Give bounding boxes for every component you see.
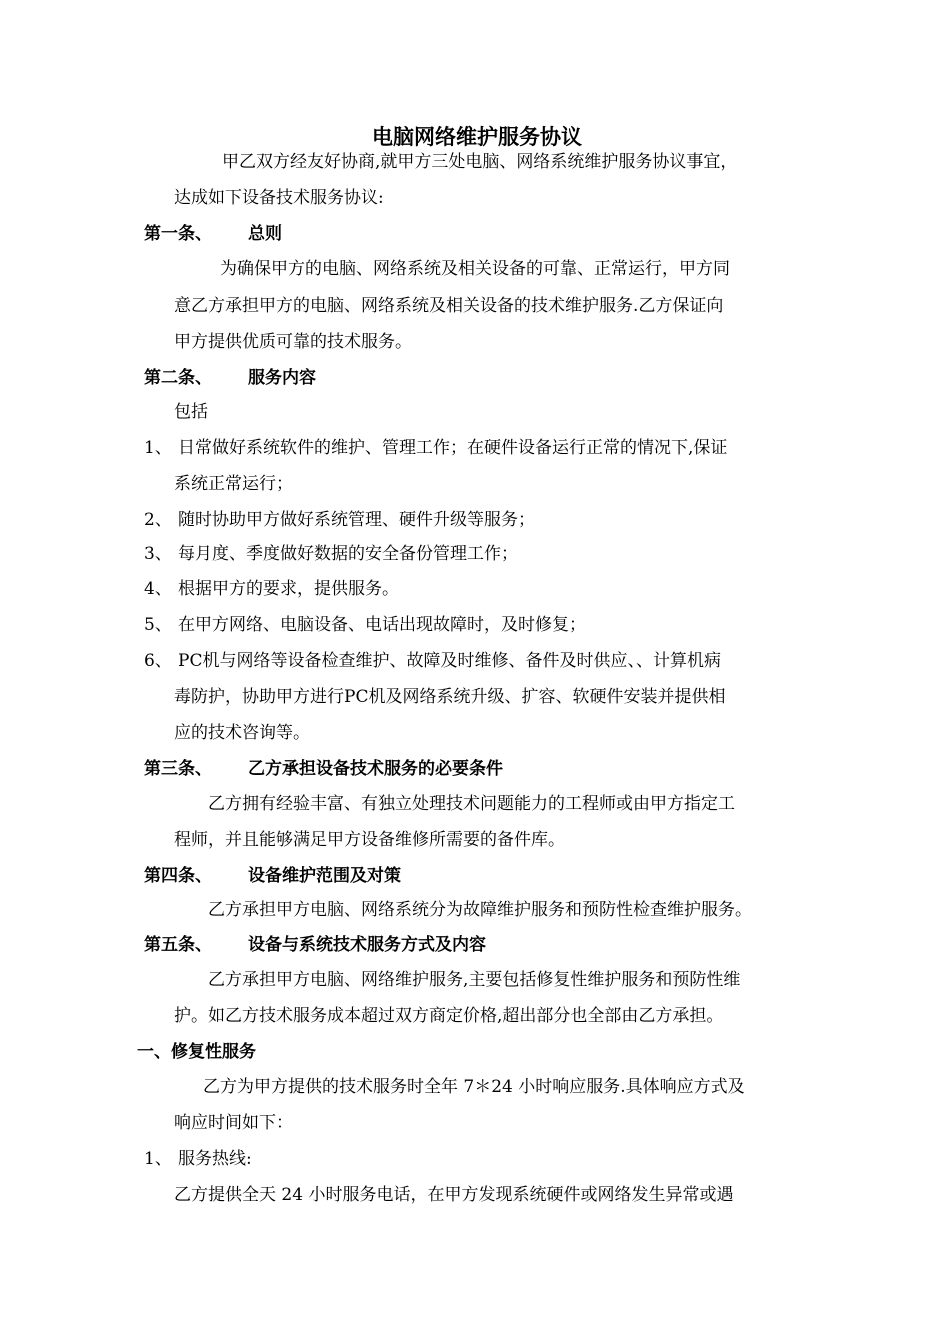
intro-line-2: 达成如下设备技术服务协议: bbox=[174, 188, 384, 208]
article-2-number: 第二条、 bbox=[144, 368, 212, 388]
list-item-number: 4、 bbox=[144, 579, 172, 599]
article-3-body-2: 程师，并且能够满足甲方设备维修所需要的备件库。 bbox=[174, 830, 565, 850]
list-item bbox=[144, 508, 535, 532]
article-4-title: 设备维护范围及对策 bbox=[248, 866, 401, 886]
article-4-number: 第四条、 bbox=[144, 866, 212, 886]
intro-line-1: 甲乙双方经友好协商,就甲方三处电脑、网络系统维护服务协议事宜， bbox=[222, 152, 738, 172]
article-3-title: 乙方承担设备技术服务的必要条件 bbox=[248, 759, 503, 779]
article-1-title: 总则 bbox=[248, 224, 282, 244]
article-1-body-1: 为确保甲方的电脑、网络系统及相关设备的可靠、正常运行，甲方同 bbox=[220, 259, 730, 279]
article-1-body-2: 意乙方承担甲方的电脑、网络系统及相关设备的技术维护服务.乙方保证向 bbox=[174, 296, 724, 316]
list-item bbox=[144, 613, 586, 637]
article-1-number: 第一条、 bbox=[144, 224, 212, 244]
article-2-heading bbox=[144, 366, 316, 390]
list-item-text: 根据甲方的要求，提供服务。 bbox=[178, 579, 399, 599]
article-3-heading bbox=[144, 757, 503, 781]
section-1-body-2: 响应时间如下： bbox=[174, 1113, 293, 1133]
list-item bbox=[144, 542, 518, 566]
list-item bbox=[144, 577, 399, 601]
article-5-number: 第五条、 bbox=[144, 935, 212, 955]
article-5-heading bbox=[144, 933, 486, 957]
list-item-number: 1、 bbox=[144, 1149, 172, 1169]
list-item bbox=[144, 436, 727, 460]
list-item-text: PC机与网络等设备检查维护、故障及时维修、备件及时供应、、计算机病 bbox=[178, 651, 721, 671]
list-item-text: 随时协助甲方做好系统管理、硬件升级等服务； bbox=[178, 510, 535, 530]
article-2-title: 服务内容 bbox=[248, 368, 316, 388]
article-4-body-1: 乙方承担甲方电脑、网络系统分为故障维护服务和预防性检查维护服务。 bbox=[208, 900, 752, 920]
list-item-text: 在甲方网络、电脑设备、电话出现故障时，及时修复； bbox=[178, 615, 586, 635]
article-2-lead: 包括 bbox=[174, 402, 208, 422]
list-item-number: 5、 bbox=[144, 615, 172, 635]
list-item-continuation: 应的技术咨询等。 bbox=[174, 723, 310, 743]
article-4-heading bbox=[144, 864, 401, 888]
article-3-body-1: 乙方拥有经验丰富、有独立处理技术问题能力的工程师或由甲方指定工 bbox=[208, 794, 735, 814]
list-item-number: 6、 bbox=[144, 651, 172, 671]
list-item-text: 服务热线: bbox=[178, 1149, 252, 1169]
section-1-item-1-body: 乙方提供全天 24 小时服务电话，在甲方发现系统硬件或网络发生异常或遇 bbox=[174, 1185, 734, 1205]
list-item-continuation: 毒防护，协助甲方进行PC机及网络系统升级、扩容、软硬件安装并提供相 bbox=[174, 687, 726, 707]
list-item bbox=[144, 649, 721, 673]
list-item-text: 日常做好系统软件的维护、管理工作；在硬件设备运行正常的情况下,保证 bbox=[178, 438, 728, 458]
article-1-body-3: 甲方提供优质可靠的技术服务。 bbox=[174, 332, 412, 352]
section-1-heading: 一、修复性服务 bbox=[137, 1042, 256, 1062]
article-5-title: 设备与系统技术服务方式及内容 bbox=[248, 935, 486, 955]
document-title: 电脑网络维护服务协议 bbox=[372, 124, 582, 149]
list-item-number: 2、 bbox=[144, 510, 172, 530]
section-1-body-1: 乙方为甲方提供的技术服务时全年 7＊24 小时响应服务.具体响应方式及 bbox=[203, 1077, 745, 1097]
list-item-text: 每月度、季度做好数据的安全备份管理工作； bbox=[178, 544, 518, 564]
article-1-heading bbox=[144, 222, 282, 246]
list-item-continuation: 系统正常运行； bbox=[174, 474, 293, 494]
list-item-number: 1、 bbox=[144, 438, 172, 458]
list-item bbox=[144, 1147, 252, 1171]
list-item-number: 3、 bbox=[144, 544, 172, 564]
article-5-body-1: 乙方承担甲方电脑、网络维护服务,主要包括修复性维护服务和预防性维 bbox=[208, 970, 741, 990]
article-5-body-2: 护。如乙方技术服务成本超过双方商定价格,超出部分也全部由乙方承担。 bbox=[174, 1006, 724, 1026]
article-3-number: 第三条、 bbox=[144, 759, 212, 779]
